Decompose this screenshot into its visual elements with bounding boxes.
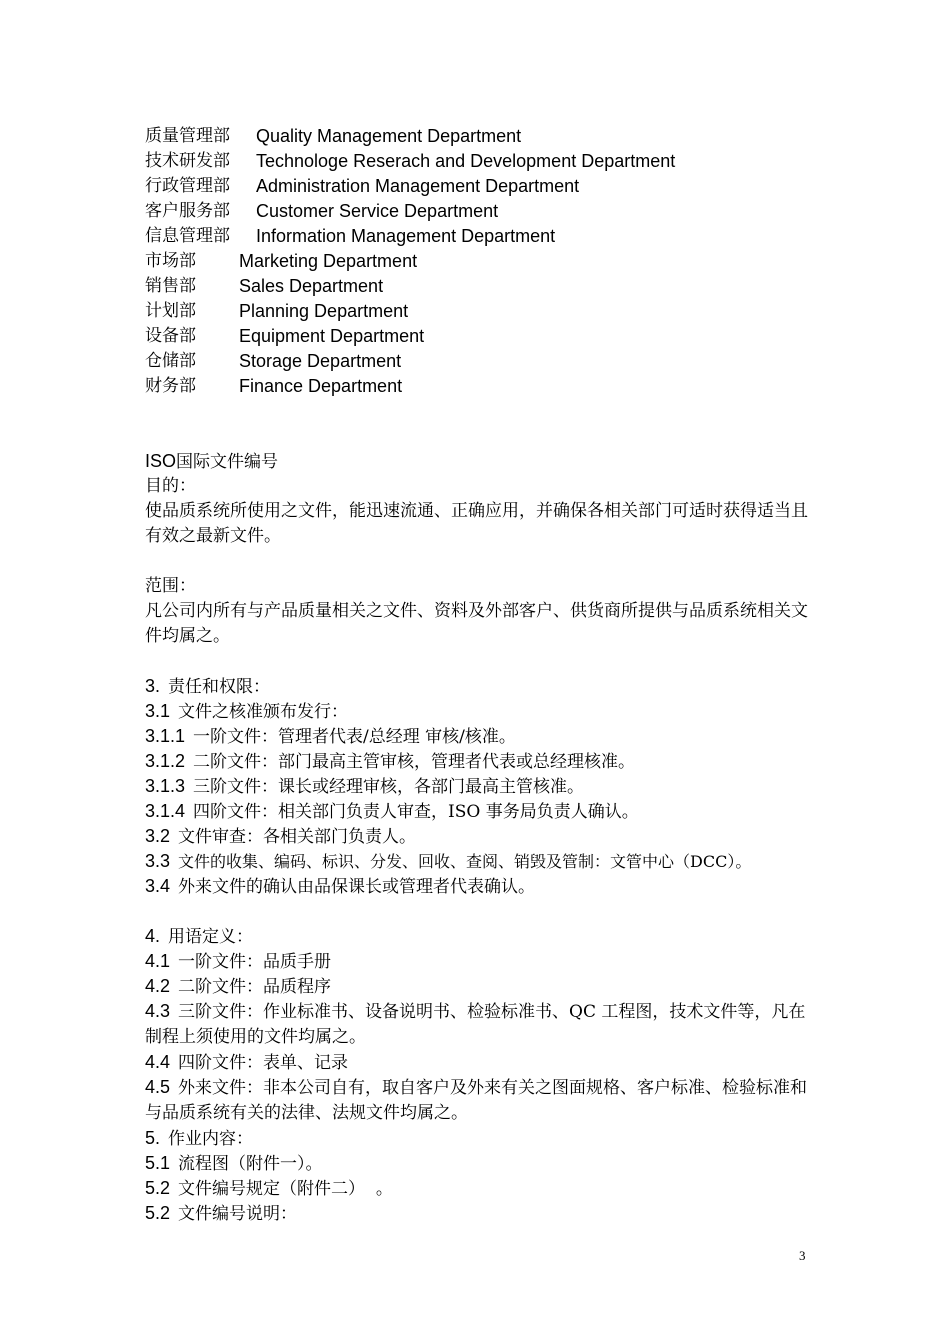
section-line (145, 924, 810, 949)
section-text: 四阶文件：相关部门负责人审查，ISO 事务局负责人确认。 (193, 802, 639, 822)
section-number: 5. (145, 1128, 161, 1148)
section-line (145, 949, 810, 974)
department-cn: 客户服务部 (145, 201, 230, 221)
title-text: 国际文件编号 (176, 452, 279, 472)
page-number: 3 (799, 1248, 806, 1263)
section-line (145, 974, 810, 999)
section-text: 文件的收集、编码、标识、分发、回收、查阅、销毁及管制：文管中心（DCC）。 (178, 852, 752, 871)
department-en: Administration Management Department (256, 176, 580, 196)
section-number: 3.1 (145, 701, 171, 721)
section-text: 文件之核准颁布发行： (178, 702, 349, 722)
department-row (145, 374, 810, 399)
section-line (145, 699, 810, 724)
section-number: 5.2 (145, 1203, 171, 1223)
spacer (145, 399, 810, 449)
department-row (145, 324, 810, 349)
department-row (145, 299, 810, 324)
section-line (145, 774, 810, 799)
department-cn: 市场部 (145, 251, 196, 271)
section-line (145, 724, 810, 749)
section-line (145, 824, 810, 849)
department-en: Planning Department (239, 301, 409, 321)
department-row (145, 274, 810, 299)
section-number: 3.2 (145, 826, 171, 846)
department-en: Marketing Department (239, 251, 418, 271)
section-text: 二阶文件：部门最高主管审核，管理者代表或总经理核准。 (193, 752, 636, 772)
section-number: 3.3 (145, 851, 171, 871)
department-cn: 质量管理部 (145, 126, 230, 146)
department-row (145, 224, 810, 249)
department-cn: 财务部 (145, 376, 196, 396)
section-line (145, 749, 810, 774)
document-title (145, 449, 810, 474)
section-number: 4.1 (145, 951, 171, 971)
section-text: 文件编号说明： (178, 1204, 298, 1224)
section-text: 四阶文件：表单、记录 (178, 1053, 349, 1073)
section-number: 3.1.1 (145, 726, 186, 746)
department-en: Sales Department (239, 276, 384, 296)
department-row (145, 349, 810, 374)
department-cn: 设备部 (145, 326, 196, 346)
department-row (145, 174, 810, 199)
section-line (145, 874, 810, 899)
section-line (145, 1201, 810, 1226)
department-cn: 技术研发部 (145, 151, 230, 171)
department-cn: 信息管理部 (145, 226, 230, 246)
section-text: 文件审查：各相关部门负责人。 (178, 827, 417, 847)
department-en: Customer Service Department (256, 201, 499, 221)
section-number: 3. (145, 676, 161, 696)
section-line (145, 999, 810, 1050)
department-cn: 行政管理部 (145, 176, 230, 196)
iso-text: ISO (145, 451, 177, 471)
department-cn: 销售部 (145, 276, 196, 296)
spacer (145, 649, 810, 674)
section-number: 4.5 (145, 1077, 171, 1097)
section-text: 外来文件：非本公司自有，取自客户及外来有关之图面规格、客户标准、检验标准和与品质系统有关的法律、法规文件均属之。 (145, 1078, 808, 1123)
section-text: 一阶文件：管理者代表/总经理 审核/核准。 (193, 727, 516, 747)
department-en: Quality Management Department (256, 126, 522, 146)
department-en: Technologe Reserach and Development Department (256, 151, 676, 171)
section-number: 3.1.4 (145, 801, 186, 821)
spacer (145, 549, 810, 574)
section-4 (145, 924, 810, 1126)
section-text: 责任和权限： (168, 677, 271, 697)
section-text: 三阶文件：课长或经理审核，各部门最高主管核准。 (193, 777, 585, 797)
department-cn: 计划部 (145, 301, 196, 321)
purpose-text: 使品质系统所使用之文件，能迅速流通、正确应用，并确保各相关部门可适时获得适当且有效之最新文件。 (145, 501, 808, 546)
section-text: 三阶文件：作业标准书、设备说明书、检验标准书、QC 工程图，技术文件等，凡在制程上须使用的文件均属之。 (145, 1002, 806, 1047)
department-en: Equipment Department (239, 326, 425, 346)
section-line (145, 1151, 810, 1176)
section-text: 外来文件的确认由品保课长或管理者代表确认。 (178, 877, 536, 897)
purpose-label: 目的： (145, 476, 196, 496)
section-text: 用语定义： (168, 927, 254, 947)
section-line (145, 1126, 810, 1151)
section-line (145, 1075, 810, 1126)
section-number: 3.4 (145, 876, 171, 896)
department-en: Finance Department (239, 376, 403, 396)
section-3 (145, 674, 810, 899)
section-number: 3.1.2 (145, 751, 186, 771)
section-text: 文件编号规定（附件二） 。 (178, 1179, 393, 1199)
section-text: 流程图（附件一）。 (178, 1154, 323, 1174)
section-number: 4.2 (145, 976, 171, 996)
section-number: 4.3 (145, 1001, 171, 1021)
section-number: 4. (145, 926, 161, 946)
spacer (145, 899, 810, 924)
section-number: 5.1 (145, 1153, 171, 1173)
scope-text: 凡公司内所有与产品质量相关之文件、资料及外部客户、供货商所提供与品质系统相关文件均属之。 (145, 601, 808, 646)
section-text: 二阶文件：品质程序 (178, 977, 332, 997)
department-row (145, 149, 810, 174)
department-en: Information Management Department (256, 226, 556, 246)
page-content (145, 124, 810, 1226)
department-row (145, 124, 810, 149)
section-text: 一阶文件：品质手册 (178, 952, 332, 972)
section-text: 作业内容： (168, 1129, 254, 1149)
section-line (145, 799, 810, 824)
section-number: 4.4 (145, 1052, 171, 1072)
department-row (145, 249, 810, 274)
department-list (145, 124, 810, 399)
department-cn: 仓储部 (145, 351, 196, 371)
section-5 (145, 1126, 810, 1226)
section-line (145, 674, 810, 699)
section-number: 5.2 (145, 1178, 171, 1198)
department-row (145, 199, 810, 224)
section-line (145, 849, 810, 874)
department-en: Storage Department (239, 351, 402, 371)
section-number: 3.1.3 (145, 776, 186, 796)
section-line (145, 1050, 810, 1075)
scope-label: 范围： (145, 576, 196, 596)
section-line (145, 1176, 810, 1201)
